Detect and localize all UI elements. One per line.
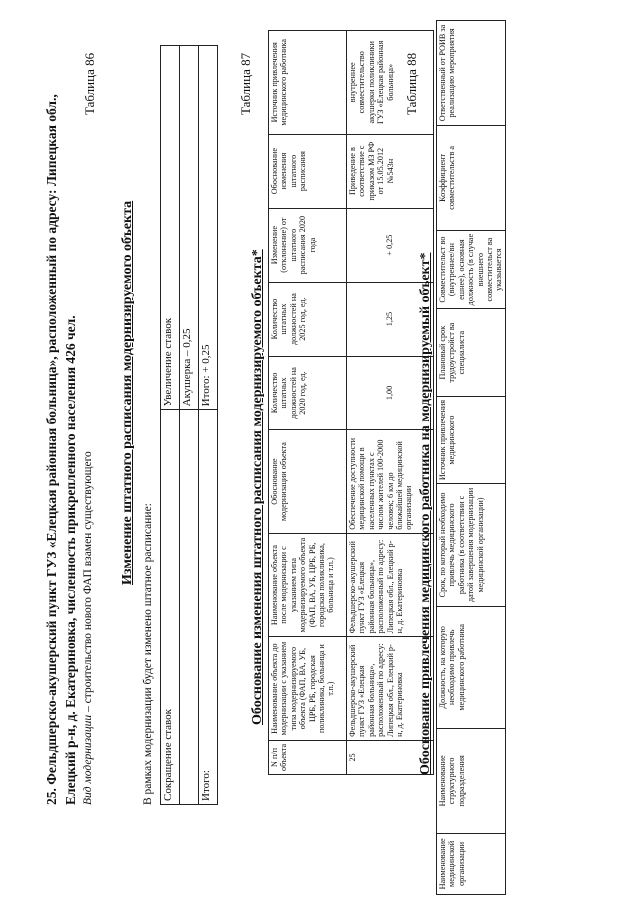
header-cell: Наименование объекта после модернизации с указанием типа модернизируемого объекта (ФАП, ВА, УБ, ЦРБ, РБ, городская поликлиника, больница и т.п.) [269, 533, 347, 637]
table-header-row [269, 31, 347, 775]
table-88 [436, 20, 506, 895]
header-cell: Коэффициент совместительств а [437, 125, 506, 230]
total-increase: Итого: + 0,25 [199, 46, 218, 410]
section-title-staffing-justification: Обоснование изменения штатного расписания модернизируемого объекта* [250, 249, 265, 725]
section-title-staffing-change: Изменение штатного расписания модернизируемого объекта [120, 200, 135, 585]
table-87-label: Таблица 87 [238, 52, 253, 115]
cell-justification: Обеспечение доступности медицинской помощи в населенных пунктах с числом жителей 100-2000 человек; 6 км до ближайшей медицинской организации [347, 430, 434, 533]
section-title-worker-attraction: Обоснование привлечения медицинского работника на модернизируемый объект* [418, 252, 433, 775]
object-heading: 25. Фельдшерско-акушерский пункт ГУЗ «Елецкая районная больница», расположенный по адресу: Липецкая обл., Елецкий р-н, д. Екатериновка, численность прикрепленного населения 426 чел. [44, 94, 78, 805]
header-cell: Совместительст во (внутреннее/вн ешнее), основная должность (в случае внешнего совместительст ва указывается [437, 230, 506, 309]
table-88-label: Таблица 88 [404, 52, 419, 115]
header-cell: Обоснование модернизации объекта [269, 430, 347, 533]
reduce-header: Сокращение ставок [161, 410, 180, 805]
header-cell: Изменение (отклонение) от штатного расписания 2020 года [269, 208, 347, 282]
table-86 [160, 45, 218, 805]
cell-object-before: Фельдшерско-акушерский пункт ГУЗ «Елецкая районная больница», расположенный по адресу: Липецкая обл., Елецкий р-н, д. Екатериновка [347, 637, 434, 741]
header-cell: Должность, на которую необходимо привлечь медицинского работника [437, 606, 506, 728]
staffing-note: В рамках модернизации будет изменено штатное расписание: [142, 503, 154, 805]
reduce-cell [180, 410, 199, 805]
cell-staff-2020: 1,00 [347, 356, 434, 430]
table-86-label: Таблица 86 [82, 52, 97, 115]
cell-object-after: Фельдшерско-акушерский пункт ГУЗ «Елецкая районная больница», расположенный по адресу: Липецкая обл., Елецкий р-н, д. Екатериновка [347, 533, 434, 637]
table-row [199, 46, 218, 805]
header-cell: Источник привлечения медицинского работника [269, 31, 347, 135]
cell-worker-source: внутреннее совместительство акушерки поликлиники ГУЗ «Елецкая районная больница» [347, 31, 434, 135]
cell-object-number: 25 [347, 740, 434, 774]
header-cell: Источник привлечения медицинского [437, 396, 506, 483]
modernization-text: – строительство нового ФАП взамен существующего [82, 451, 94, 712]
header-cell: Обоснование изменения штатного расписания [269, 134, 347, 208]
total-label: Итого: [199, 410, 218, 805]
header-cell: N п/п объекта [269, 740, 347, 774]
cell-deviation: + 0,25 [347, 208, 434, 282]
header-cell: Ответственный от РОИВ за реализацию мероприятия [437, 21, 506, 126]
increase-cell: Акушерка – 0,25 [180, 46, 199, 410]
header-cell: Плановый срок трудоустройст ва специалиста [437, 309, 506, 396]
header-cell: Количество штатных должностей на 2020 год, ед. [269, 356, 347, 430]
cell-staff-2025: 1,25 [347, 282, 434, 356]
header-cell: Наименование структурного подразделения [437, 728, 506, 833]
table-row [161, 46, 180, 805]
table-87 [268, 30, 434, 775]
table-header-row [437, 21, 506, 895]
table-row [180, 46, 199, 805]
increase-header: Увеличение ставок [161, 46, 180, 410]
header-cell: Наименование объекта до модернизации с указанием типа модернизируемого объекта (ФАП, ВА, УБ, ЦРБ, РБ, городская поликлиника, больница и т.п.) [269, 637, 347, 741]
header-cell: Срок, по который необходимо привлечь медицинского работника (в соответствии с датой завершения модернизации медицинской организации) [437, 484, 506, 606]
header-cell: Наименование медицинской организации [437, 833, 506, 894]
modernization-label: Вид модернизации [82, 714, 94, 805]
cell-change-justification: Приведение в соответствие с приказом МЗ РФ от 15.05.2012 №543н [347, 134, 434, 208]
modernization-type [82, 451, 94, 805]
header-cell: Количество штатных должностей на 2025 год, ед. [269, 282, 347, 356]
